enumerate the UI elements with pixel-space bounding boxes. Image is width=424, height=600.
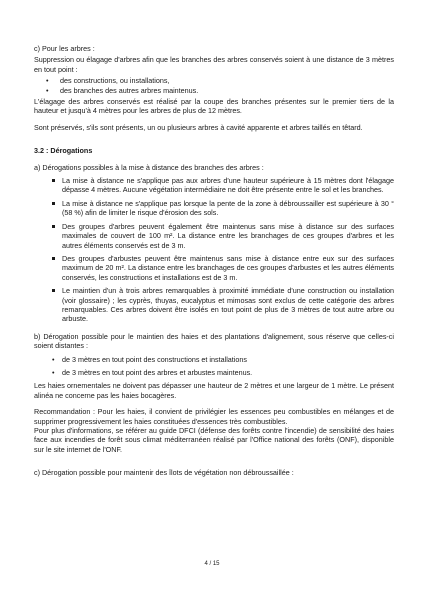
derogation-b-intro: b) Dérogation possible pour le maintien des haies et des plantations d'alignement, sous réserve que celles-ci soient distantes : [34,331,394,351]
derogation-a-list [34,176,394,324]
derogation-b-haies: Les haies ornementales ne doivent pas dépasser une hauteur de 2 mètres et une largeur de 1 mètre. Le présent alinéa ne concerne pas les haies bocagères. [34,381,394,400]
list-item: La mise à distance ne s'applique pas aux arbres d'une hauteur supérieure à 15 mètres dont l'élagage dépasse 4 mètres. Aucune végétation intermédiaire ne doit être présente entre le sol et les branches. [34,176,394,195]
page-number: 4 / 15 [204,561,220,567]
list-item: • de 3 mètres en tout point des constructions et installations [34,355,394,364]
list-item: La mise à distance ne s'applique pas lorsque la pente de la zone à débroussailler est supérieure à 30 ° (58 %) afin de limiter le risque d'érosion des sols. [34,199,394,218]
derogation-a-intro: a) Dérogations possibles à la mise à distance des branches des arbres : [34,162,264,172]
section-c-intro: Suppression ou élagage d'arbres afin que les branches des arbres conservés soient à une distance de 3 mètres en tout point : [34,55,394,74]
derogation-c-intro: c) Dérogation possible pour maintenir des îlots de végétation non débroussaillée : [34,468,294,478]
section-c-list [34,76,394,95]
list-item: Des groupes d'arbustes peuvent être maintenus sans mise à distance entre eux sur des surfaces maximum de 20 m². La distance entre les branchages de ces groupes d'arbustes et les autres éléments conservés, les constructions et installations est de 3 m. [34,254,394,282]
section-3-2-title: 3.2 : Dérogations [34,146,93,156]
list-item: • de 3 mètres en tout point des arbres et arbustes maintenus. [34,368,394,377]
list-item: • des constructions, ou installations, [34,76,394,85]
list-item: Des groupes d'arbres peuvent également être maintenus sans mise à distance sur des surfaces maximales de couvert de 100 m². La distance entre les branchages de ces groupes d'arbres et les autres éléments conservés est de 3 m. [34,222,394,250]
list-item: • des branches des autres arbres maintenus. [34,86,394,95]
list-item: Le maintien d'un à trois arbres remarquables à proximité immédiate d'une construction ou installation (voir glossaire) ; les cyprès, thuyas, eucalyptus et mimosas sont exclus de cette catégorie des arbres remarquables. Ces arbres doivent être isolés en tout point de plus de 3 mètres de tout autre arbre ou arbuste. [34,286,394,324]
derogation-b-recommandation: Recommandation : Pour les haies, il convient de privilégier les essences peu combustibles en mélanges et de supprimer progressivement les haies constituées d'essences très combustibles. [34,407,394,426]
section-c-elagage: L'élagage des arbres conservés est réalisé par la coupe des branches présentes sur le premier tiers de la hauteur et jusqu'à 4 mètres pour les arbres de plus de 12 mètres. [34,97,394,116]
section-c-heading: c) Pour les arbres : [34,44,95,53]
section-c-preserves: Sont préservés, s'ils sont présents, un ou plusieurs arbres à cavité apparente et arbres taillés en têtard. [34,122,363,132]
derogation-b-informations: Pour plus d'informations, se référer au guide DFCI (défense des forêts contre l'incendie) de sensibilité des haies face aux incendies de forêt sous climat méditerranéen réalisé par l'Office national des forêts (ONF), disponible sur le site internet de l'ONF. [34,426,394,454]
derogation-b-list [34,355,394,378]
